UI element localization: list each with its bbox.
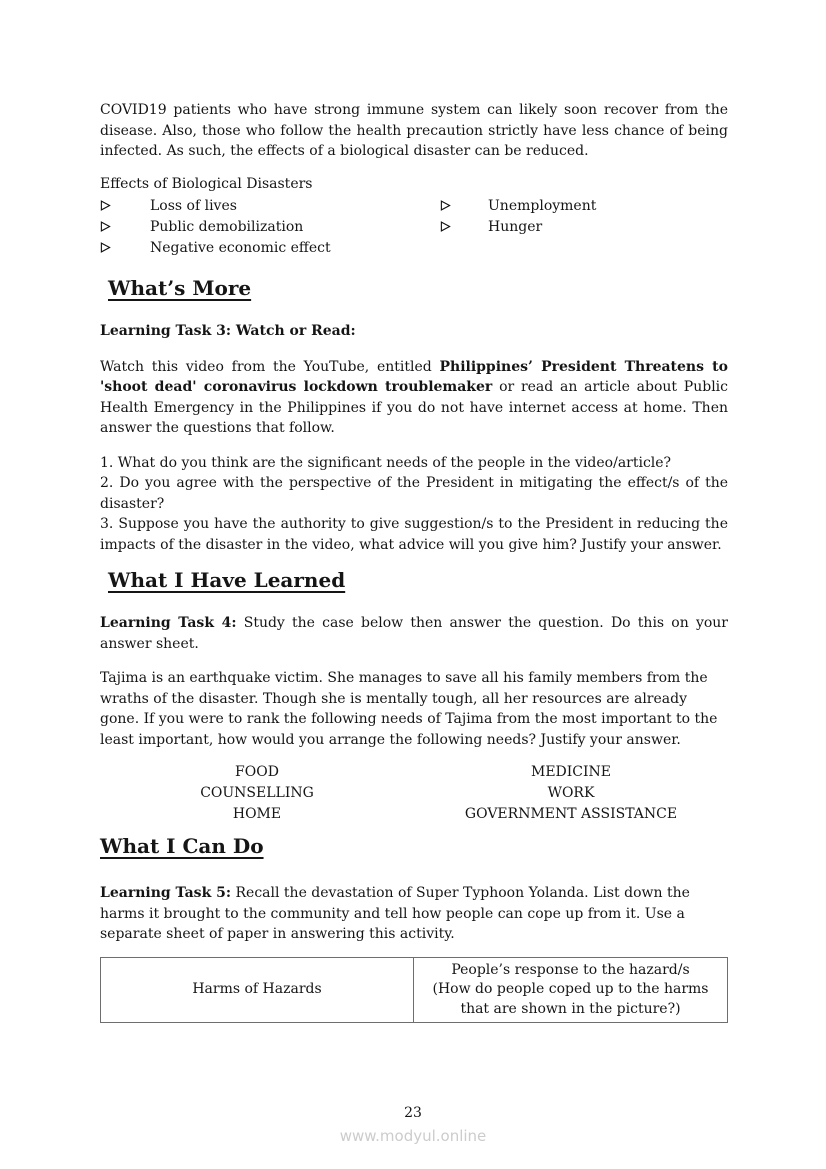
learning-task3-title: Learning Task 3: Watch or Read:	[100, 322, 356, 339]
effect-item: Unemployment	[488, 197, 597, 214]
learning-task4-text: Study the case below then answer the question. Do this on your answer sheet.	[100, 615, 728, 652]
heading-text: What’s More	[108, 275, 252, 300]
question-item: 2. Do you agree with the perspective of the President in mitigating the effect/s of the disaster?	[100, 475, 728, 512]
arrowhead-bullet-icon	[440, 196, 488, 217]
need-item: COUNSELLING	[200, 785, 314, 801]
section-heading-what-i-can-do	[100, 833, 728, 859]
learning-task5-text: Recall the devastation of Super Typhoon Yolanda. List down the harms it brought to the community and tell how people can cope up from it. Use a separate sheet of paper in answering this activity.	[100, 885, 690, 942]
learning-task5-label: Learning Task 5:	[100, 885, 232, 901]
question-item: 1. What do you think are the significant needs of the people in the video/article?	[100, 454, 672, 471]
arrowhead-bullet-icon	[100, 238, 150, 259]
page-number: 23	[404, 1105, 422, 1121]
effect-item: Loss of lives	[150, 197, 237, 214]
harms-header-cell: Harms of Hazards	[101, 958, 414, 1023]
learning-task4-label: Learning Task 4:	[100, 615, 237, 631]
effect-item: Hunger	[488, 218, 543, 235]
spacer	[488, 238, 728, 259]
learning-task5-paragraph	[100, 883, 728, 945]
response-header-line: that are shown in the picture?)	[460, 1000, 681, 1017]
watermark: www.modyul.online	[339, 1127, 487, 1145]
arrowhead-bullet-icon	[100, 217, 150, 238]
arrowhead-bullet-icon	[100, 196, 150, 217]
response-header-line: (How do people coped up to the harms	[432, 981, 709, 997]
need-item: MEDICINE	[530, 764, 612, 780]
arrowhead-bullet-icon	[440, 217, 488, 238]
content-area	[100, 100, 728, 1023]
task3-text-after: or read an article about Public Health Emergency in the Philippines if you do not have internet access at home. Then answer the questions that follow.	[100, 379, 728, 436]
spacer	[440, 238, 488, 259]
learning-task4-paragraph	[100, 613, 728, 654]
heading-text: What I Have Learned	[108, 568, 346, 592]
need-item: HOME	[232, 806, 282, 822]
task3-paragraph	[100, 357, 728, 439]
intro-paragraph: COVID19 patients who have strong immune system can likely soon recover from the disease. Also, those who follow the health precaution strictly have less chance of being infected. As such, the effects of a biological disaster can be reduced.	[100, 102, 728, 159]
effect-item: Negative economic effect	[150, 239, 331, 256]
need-item: WORK	[547, 785, 595, 801]
need-item: FOOD	[235, 764, 279, 780]
effects-title: Effects of Biological Disasters	[100, 175, 313, 192]
effects-list	[100, 196, 728, 259]
needs-list	[100, 762, 728, 825]
need-item: GOVERNMENT ASSISTANCE	[464, 806, 678, 822]
response-header-line: People’s response to the hazard/s	[451, 961, 690, 978]
section-heading-what-i-have-learned	[100, 567, 728, 593]
heading-text: What I Can Do	[100, 834, 264, 858]
case-paragraph: Tajima is an earthquake victim. She manages to save all his family members from the wraths of the disaster. Though she is mentally tough, all her resources are already gone. If you were to rank the following needs of Tajima from the most important to the least important, how would you arrange the following needs? Justify your answer.	[100, 670, 718, 748]
task3-text-bold: Philippines’ President Threatens to 'shoot dead' coronavirus lockdown troublemaker	[100, 358, 728, 395]
task3-text-normal: Watch this video from the YouTube, entitled	[100, 358, 440, 375]
effect-item: Public demobilization	[150, 218, 304, 235]
harms-table	[100, 957, 728, 1024]
task3-questions	[100, 453, 728, 556]
section-heading-whats-more	[100, 275, 728, 301]
question-item: 3. Suppose you have the authority to give suggestion/s to the President in reducing the impacts of the disaster in the video, what advice will you give him? Justify your answer.	[100, 516, 728, 553]
response-header-cell	[414, 958, 727, 1023]
